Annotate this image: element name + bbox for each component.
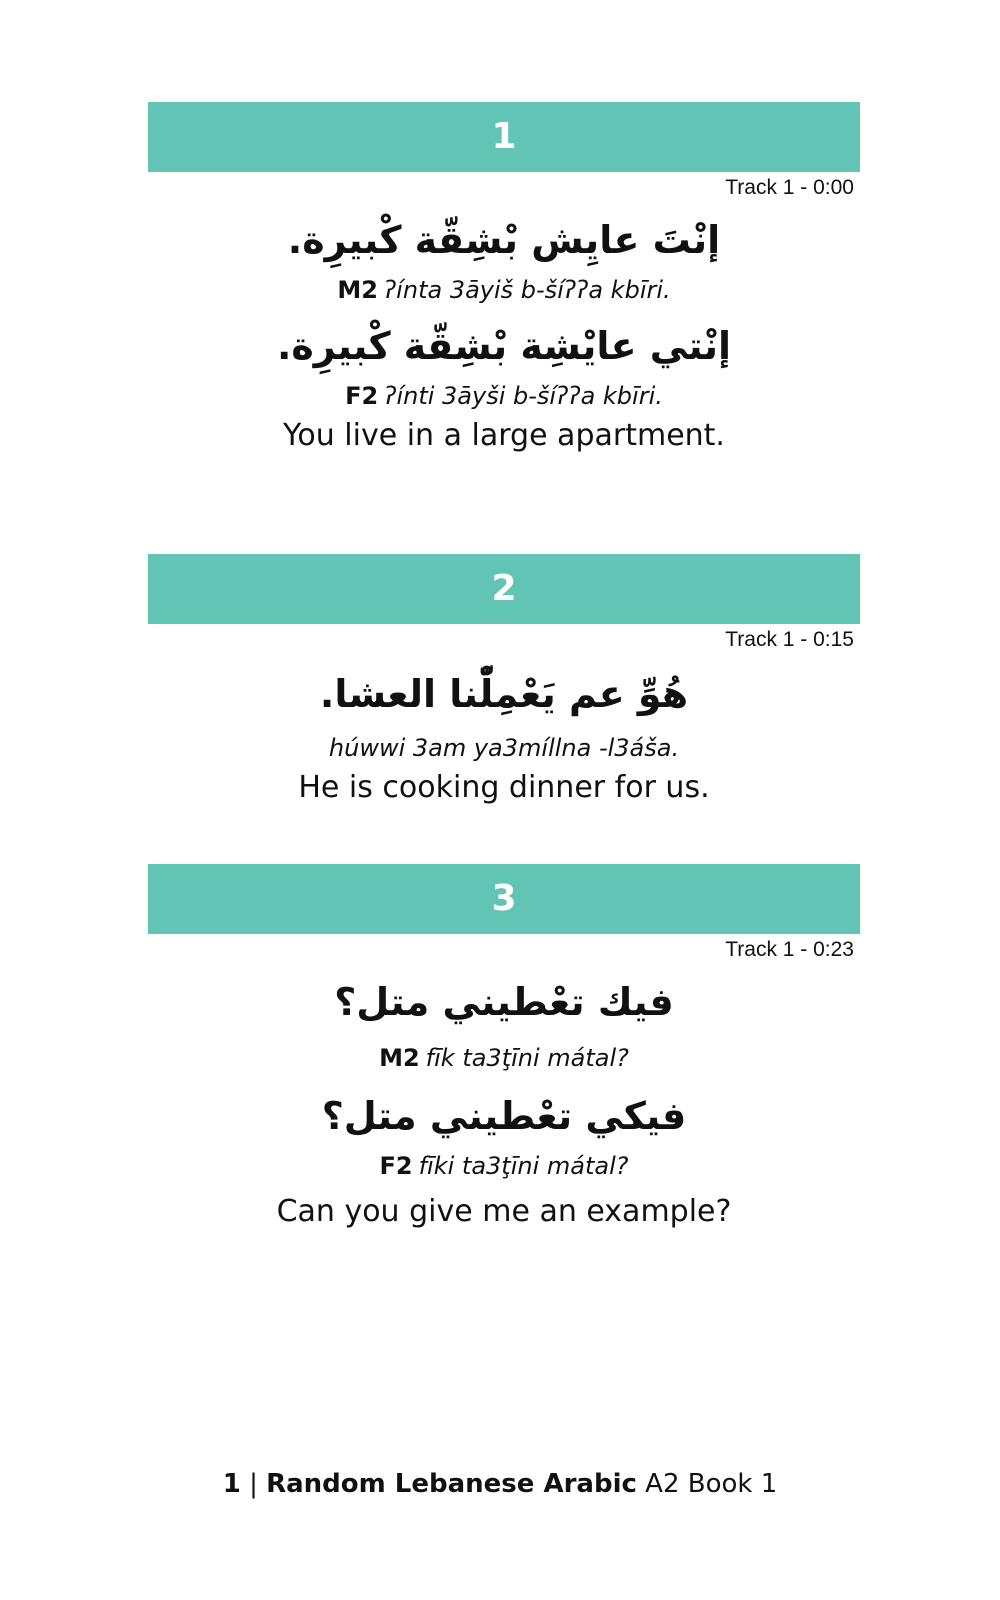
arabic-sentence: فيكي تعْطيني متل؟ xyxy=(321,1094,687,1138)
arabic-sentence: إنْتي عايْشِة بْشِقّة كْبيرِة. xyxy=(276,324,732,368)
entry-number-bar: 3 xyxy=(148,864,860,934)
speaker-label: F2 xyxy=(345,382,379,410)
transliteration xyxy=(148,1040,860,1076)
entry-1 xyxy=(148,102,860,458)
transliteration-text: ʔínti 3āyši b-šíʔʔa kbīri. xyxy=(384,382,663,410)
entry-2 xyxy=(148,554,860,810)
track-timestamp: Track 1 - 0:23 xyxy=(725,938,854,961)
book-series-title: Random Lebanese Arabic xyxy=(266,1469,637,1499)
track-timestamp: Track 1 - 0:00 xyxy=(725,176,854,199)
entry-3 xyxy=(148,864,860,1234)
entry-number-bar: 2 xyxy=(148,554,860,624)
transliteration-text: ʔínta 3āyiš b-šíʔʔa kbīri. xyxy=(383,276,671,304)
footer-separator: | xyxy=(249,1469,258,1499)
speaker-label: M2 xyxy=(337,276,378,304)
transliteration-text: fīki ta3ţīni mátal? xyxy=(418,1152,629,1180)
transliteration xyxy=(148,1148,860,1184)
transliteration xyxy=(148,730,860,766)
arabic-sentence: فيك تعْطيني متل؟ xyxy=(334,980,674,1024)
page-number: 1 xyxy=(222,1469,241,1499)
speaker-label: M2 xyxy=(379,1044,420,1072)
arabic-sentence: هُوِّ عم يَعْمِلّْنا العشا. xyxy=(319,672,689,716)
book-level: A2 Book 1 xyxy=(645,1469,778,1499)
transliteration-text: húwwi 3am ya3míllna -l3áša. xyxy=(328,734,680,762)
arabic-sentence: إنْتَ عايِش بْشِقّة كْبيرِة. xyxy=(287,218,721,262)
entry-number-bar: 1 xyxy=(148,102,860,172)
english-translation: You live in a large apartment. xyxy=(283,418,725,453)
transliteration-text: fīk ta3ţīni mátal? xyxy=(425,1044,629,1072)
speaker-label: F2 xyxy=(379,1152,413,1180)
page-footer xyxy=(0,1466,1000,1502)
english-translation: He is cooking dinner for us. xyxy=(298,770,710,805)
transliteration xyxy=(148,378,860,414)
track-timestamp: Track 1 - 0:15 xyxy=(725,628,854,651)
transliteration xyxy=(148,272,860,308)
english-translation: Can you give me an example? xyxy=(276,1194,732,1229)
